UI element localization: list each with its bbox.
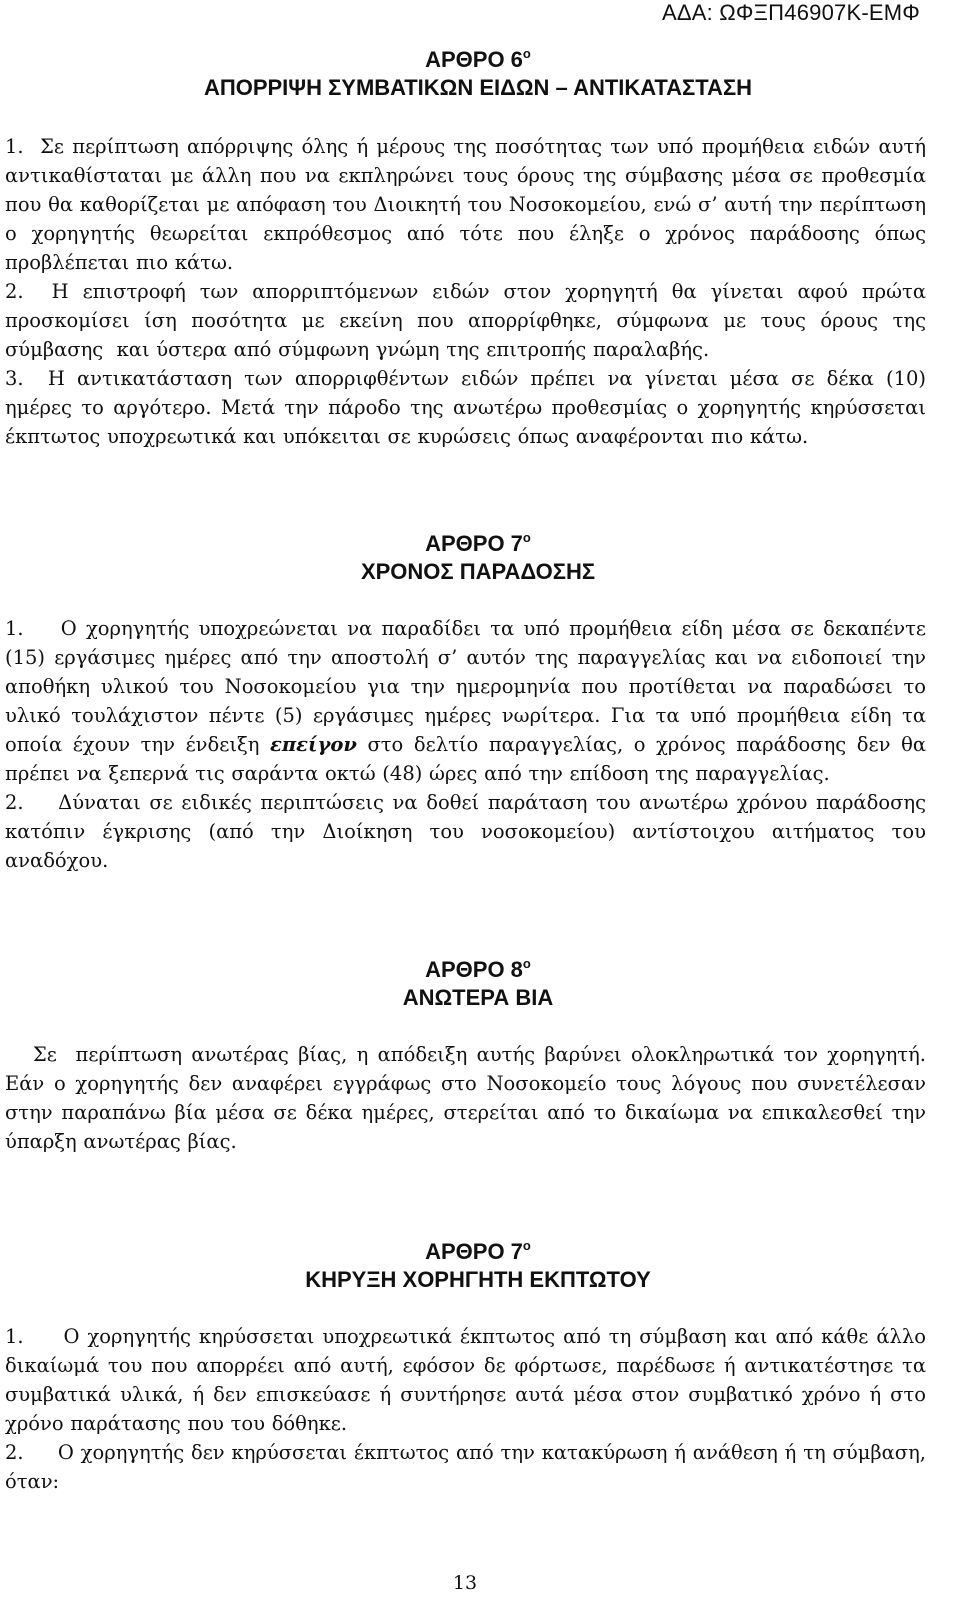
article-6-body (5, 132, 933, 451)
article-6-paragraph-3: 3. Η αντικατάσταση των απορριφθέντων ειδών πρέπει να γίνεται μέσα σε δέκα (10) ημέρες το αργότερο. Μετά την πάροδο της ανωτέρω προθεσμίας ο χορηγητής κηρύσσεται έκπτωτος υποχρεωτικά και υπόκειται σε κυρώσεις όπως αναφέρονται πιο κάτω. (5, 367, 933, 448)
article-7-body (5, 614, 933, 875)
article-9-heading-text: ΑΡΘΡΟ 7 (425, 1239, 523, 1264)
article-8-heading-text: ΑΡΘΡΟ 8 (425, 957, 523, 982)
article-6-paragraph-2: 2. Η επιστροφή των απορριπτόμενων ειδών στον χορηγητή θα γίνεται αφού πρώτα προσκομίσει ίση ποσότητα με εκείνη που απορρίφθηκε, σύμφωνα με τους όρους της σύμβασης και ύστερα από σύμφωνη γνώμη της επιτροπής παραλαβής. (5, 280, 933, 361)
article-9-heading (0, 1238, 956, 1265)
article-7-ordinal: ο (522, 530, 531, 545)
article-9-paragraph-1: 1. Ο χορηγητής κηρύσσεται υποχρεωτικά έκπτωτος από τη σύμβαση και από κάθε άλλο δικαίωμά του που απορρέει από αυτή, εφόσον δε φόρτωσε, παρέδωσε ή αντικατέστησε τα συμβατικά υλικά, ή δεν επισκεύασε ή συντήρησε αυτά μέσα στον συμβατικό χρόνο ή στο χρόνο παράτασης που του δόθηκε. (5, 1325, 933, 1435)
article-6-title: ΑΠΟΡΡΙΨΗ ΣΥΜΒΑΤΙΚΩΝ ΕΙΔΩΝ – ΑΝΤΙΚΑΤΑΣΤΑΣΗ (203, 75, 753, 100)
article-7-paragraph-1 (5, 614, 933, 788)
article-7-paragraph-2: 2. Δύναται σε ειδικές περιπτώσεις να δοθεί παράταση του ανωτέρω χρόνου παράδοσης κατόπιν έγκρισης (από την Διοίκηση του νοσοκομείου) αντίστοιχου αιτήματος του αναδόχου. (5, 791, 933, 872)
article-8-paragraph-1: Σε περίπτωση ανωτέρας βίας, η απόδειξη αυτής βαρύνει ολοκληρωτικά τον χορηγητή. Εάν ο χορηγητής δεν αναφέρει εγγράφως στο Νοσοκομείο τους λόγους που συνετέλεσαν στην παραπάνω βία μέσα σε δέκα ημέρες, στερείται από το δικαίωμα να επικαλεσθεί την ύπαρξη ανωτέρας βίας. (5, 1043, 933, 1153)
article-9-body (5, 1322, 933, 1496)
page-number: 13 (452, 1572, 478, 1594)
article-7-title: ΧΡΟΝΟΣ ΠΑΡΑΔΟΣΗΣ (360, 559, 596, 584)
article-8-heading (0, 956, 956, 983)
article-6-paragraph-1: 1. Σε περίπτωση απόρριψης όλης ή μέρους της ποσότητας των υπό προμήθεια ειδών αυτή αντικαθίσταται με άλλη που να εκπληρώνει τους όρους της σύμβασης μέσα σε προθεσμία που θα καθορίζεται με απόφαση του Διοικητή του Νοσοκομείου, ενώ σ’ αυτή την περίπτωση ο χορηγητής θεωρείται εκπρόθεσμος από τότε που έληξε ο χρόνος παράδοσης όπως προβλέπεται πιο κάτω. (5, 135, 933, 274)
ada-label: ΑΔΑ: ΩΦΞΠ46907Κ-ΕΜΦ (662, 0, 920, 25)
article-6-ordinal: ο (522, 46, 531, 61)
article-8-ordinal: ο (522, 956, 531, 971)
article-9-ordinal: ο (522, 1238, 531, 1253)
article-7-paragraph-1-start: 1. Ο χορηγητής υποχρεώνεται να παραδίδει τα υπό προμήθεια είδη μέσα σε δεκαπέντε (15) εργάσιμες ημέρες από την αποστολή σ’ αυτόν της παραγγελίας και να ειδοποιεί την αποθήκη υλικού του Νοσοκομείου για την ημερομηνία που προτίθεται να παραδώσει το υλικό τουλάχιστον πέντε (5) εργάσιμες ημέρες νωρίτερα. Για τα υπό προμήθεια είδη τα οποία έχουν την ένδειξη (5, 617, 933, 756)
article-9-paragraph-2: 2. Ο χορηγητής δεν κηρύσσεται έκπτωτος από την κατακύρωση ή ανάθεση ή τη σύμβαση, όταν: (5, 1441, 933, 1493)
article-6-heading-text: ΑΡΘΡΟ 6 (425, 47, 523, 72)
article-7-heading (0, 530, 956, 557)
article-8-title: ΑΝΩΤΕΡΑ ΒΙΑ (402, 985, 554, 1010)
article-9-title: ΚΗΡΥΞΗ ΧΟΡΗΓΗΤΗ ΕΚΠΤΩΤΟΥ (305, 1267, 651, 1292)
article-6-heading (0, 46, 956, 73)
article-7-heading-text: ΑΡΘΡΟ 7 (425, 531, 523, 556)
urgent-label: επείγον (270, 733, 357, 756)
article-7-paragraph-1-end: στο δελτίο παραγγελίας, ο χρόνος παράδοσης δεν θα πρέπει να ξεπερνά τις σαράντα οκτώ (48) ώρες από την επίδοση της παραγγελίας. (5, 733, 933, 785)
article-8-body (5, 1040, 933, 1156)
